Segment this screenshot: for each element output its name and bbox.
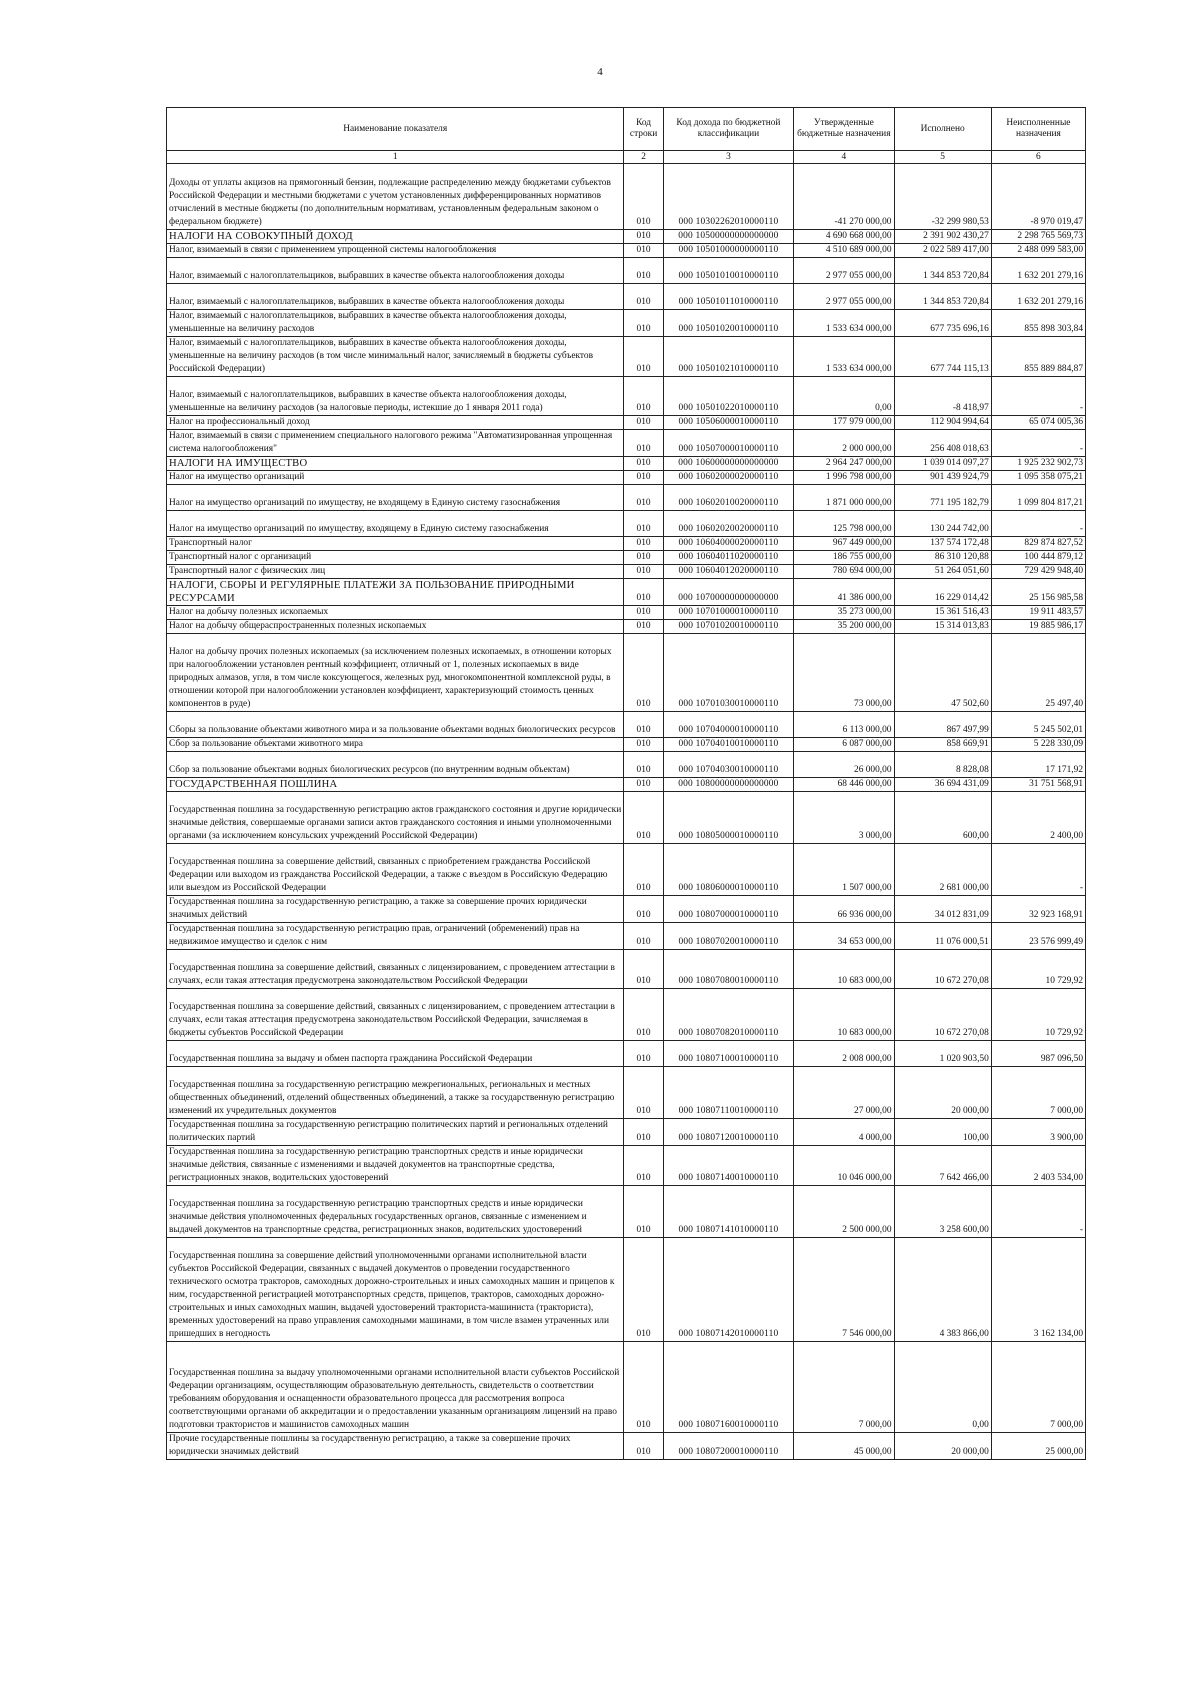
unexecuted-amount-cell: 10 729,92	[991, 989, 1085, 1041]
executed-amount-cell: 11 076 000,51	[894, 923, 991, 950]
unexecuted-amount-cell: 1 095 358 075,21	[991, 471, 1085, 485]
header-unexecuted-assignments: Неисполненные назначения	[991, 108, 1085, 151]
approved-amount-cell: 68 446 000,00	[794, 778, 894, 792]
approved-amount-cell: 10 683 000,00	[794, 950, 894, 989]
budget-code-cell: 000 10602020020000110	[663, 511, 793, 537]
indicator-name-cell: Государственная пошлина за совершение действий, связанных с приобретением гражданства Российской Федерации или выходом из гражданства Российской Федерации, а также с въездом в Российскую Федерацию или выездом из Российской Федерации	[167, 844, 624, 896]
table-row	[167, 244, 1086, 258]
budget-code-cell: 000 10704030010000110	[663, 752, 793, 778]
line-code-cell: 010	[624, 1433, 663, 1460]
table-row	[167, 471, 1086, 485]
indicator-name-cell: Сборы за пользование объектами животного мира и за пользование объектами водных биологических ресурсов	[167, 712, 624, 738]
page-number: 4	[597, 66, 603, 78]
line-code-cell: 010	[624, 430, 663, 457]
table-row	[167, 752, 1086, 778]
budget-code-cell: 000 10501011010000110	[663, 284, 793, 310]
unexecuted-amount-cell: -	[991, 377, 1085, 416]
indicator-name-cell: Транспортный налог с организаций	[167, 551, 624, 565]
executed-amount-cell: 15 314 013,83	[894, 620, 991, 634]
budget-code-cell: 000 10604012020000110	[663, 565, 793, 579]
unexecuted-amount-cell: -	[991, 430, 1085, 457]
executed-amount-cell: 2 391 902 430,27	[894, 230, 991, 244]
table-row	[167, 284, 1086, 310]
indicator-name-cell: ГОСУДАРСТВЕННАЯ ПОШЛИНА	[167, 778, 624, 792]
unexecuted-amount-cell: 65 074 005,36	[991, 416, 1085, 430]
approved-amount-cell: 1 507 000,00	[794, 844, 894, 896]
header-indicator-name: Наименование показателя	[167, 108, 624, 151]
table-row	[167, 1119, 1086, 1146]
unexecuted-amount-cell: 1 099 804 817,21	[991, 485, 1085, 511]
unexecuted-amount-cell: 25 000,00	[991, 1433, 1085, 1460]
line-code-cell: 010	[624, 712, 663, 738]
unexecuted-amount-cell: 31 751 568,91	[991, 778, 1085, 792]
table-row	[167, 896, 1086, 923]
executed-amount-cell: 2 681 000,00	[894, 844, 991, 896]
indicator-name-cell: Налог на добычу полезных ископаемых	[167, 606, 624, 620]
executed-amount-cell: 858 669,91	[894, 738, 991, 752]
table-row	[167, 457, 1086, 471]
approved-amount-cell: 1 533 634 000,00	[794, 310, 894, 337]
table-row	[167, 230, 1086, 244]
indicator-name-cell: Государственная пошлина за совершение действий, связанных с лицензированием, с проведением аттестации в случаях, если такая аттестация предусмотрена законодательством Российской Федерации	[167, 950, 624, 989]
table-row	[167, 511, 1086, 537]
executed-amount-cell: 47 502,60	[894, 634, 991, 712]
unexecuted-amount-cell: 1 632 201 279,16	[991, 284, 1085, 310]
budget-code-cell: 000 10807160010000110	[663, 1342, 793, 1433]
executed-amount-cell: 1 020 903,50	[894, 1041, 991, 1067]
table-row	[167, 258, 1086, 284]
approved-amount-cell: 967 449 000,00	[794, 537, 894, 551]
unexecuted-amount-cell: 1 925 232 902,73	[991, 457, 1085, 471]
table-row	[167, 377, 1086, 416]
line-code-cell: 010	[624, 792, 663, 844]
approved-amount-cell: -41 270 000,00	[794, 164, 894, 230]
indicator-name-cell: Государственная пошлина за выдачу уполномоченными органами исполнительной власти субъектов Российской Федерации организациям, осуществляющим образовательную деятельность, свидетельств о соответствии требованиям оборудования и оснащенности образовательного процесса для рассмотрения вопроса соответствующими органами об аккредитации и о предоставлении указанным организациям лицензий на право подготовки трактористов и машинистов самоходных машин	[167, 1342, 624, 1433]
executed-amount-cell: 137 574 172,48	[894, 537, 991, 551]
approved-amount-cell: 45 000,00	[794, 1433, 894, 1460]
line-code-cell: 010	[624, 230, 663, 244]
executed-amount-cell: 0,00	[894, 1342, 991, 1433]
indicator-name-cell: Сбор за пользование объектами животного мира	[167, 738, 624, 752]
approved-amount-cell: 177 979 000,00	[794, 416, 894, 430]
column-number: 1	[167, 151, 624, 164]
budget-code-cell: 000 10704000010000110	[663, 712, 793, 738]
table-row	[167, 579, 1086, 606]
approved-amount-cell: 27 000,00	[794, 1067, 894, 1119]
unexecuted-amount-cell: 855 898 303,84	[991, 310, 1085, 337]
line-code-cell: 010	[624, 416, 663, 430]
indicator-name-cell: Налог на добычу прочих полезных ископаемых (за исключением полезных ископаемых, в отношении которых при налогообложении установлен рентный коэффициент, отличный от 1, полезных ископаемых в виде природных алмазов, угля, в том числе коксующегося, железных руд, многокомпонентной комплексной руды, в отношении которой при налогообложении установлен коэффициент, характеризующий стоимость ценных компонентов в руде)	[167, 634, 624, 712]
budget-code-cell: 000 10807082010000110	[663, 989, 793, 1041]
table-row	[167, 1041, 1086, 1067]
approved-amount-cell: 1 871 000 000,00	[794, 485, 894, 511]
line-code-cell: 010	[624, 337, 663, 377]
budget-code-cell: 000 10807141010000110	[663, 1186, 793, 1238]
approved-amount-cell: 4 690 668 000,00	[794, 230, 894, 244]
line-code-cell: 010	[624, 778, 663, 792]
line-code-cell: 010	[624, 844, 663, 896]
budget-code-cell: 000 10501022010000110	[663, 377, 793, 416]
approved-amount-cell: 7 546 000,00	[794, 1238, 894, 1342]
unexecuted-amount-cell: 987 096,50	[991, 1041, 1085, 1067]
budget-code-cell: 000 10701030010000110	[663, 634, 793, 712]
line-code-cell: 010	[624, 1041, 663, 1067]
table-row	[167, 606, 1086, 620]
executed-amount-cell: 100,00	[894, 1119, 991, 1146]
indicator-name-cell: Налог на имущество организаций по имуществу, не входящему в Единую систему газоснабжения	[167, 485, 624, 511]
unexecuted-amount-cell: 5 245 502,01	[991, 712, 1085, 738]
budget-code-cell: 000 10602010020000110	[663, 485, 793, 511]
executed-amount-cell: 256 408 018,63	[894, 430, 991, 457]
budget-code-cell: 000 10807020010000110	[663, 923, 793, 950]
unexecuted-amount-cell: -	[991, 1186, 1085, 1238]
unexecuted-amount-cell: 25 497,40	[991, 634, 1085, 712]
executed-amount-cell: 7 642 466,00	[894, 1146, 991, 1186]
unexecuted-amount-cell: 7 000,00	[991, 1067, 1085, 1119]
budget-code-cell: 000 10701000010000110	[663, 606, 793, 620]
budget-code-cell: 000 10501020010000110	[663, 310, 793, 337]
indicator-name-cell: Налог, взимаемый с налогоплательщиков, выбравших в качестве объекта налогообложения доходы, уменьшенные на величину расходов (в том числе минимальный налог, зачисляемый в бюджеты субъектов Российской Федерации)	[167, 337, 624, 377]
table-row	[167, 923, 1086, 950]
budget-code-cell: 000 10805000010000110	[663, 792, 793, 844]
table-row	[167, 337, 1086, 377]
column-number: 4	[794, 151, 894, 164]
line-code-cell: 010	[624, 896, 663, 923]
executed-amount-cell: 771 195 182,79	[894, 485, 991, 511]
approved-amount-cell: 35 273 000,00	[794, 606, 894, 620]
line-code-cell: 010	[624, 752, 663, 778]
indicator-name-cell: Налог, взимаемый с налогоплательщиков, выбравших в качестве объекта налогообложения доходы, уменьшенные на величину расходов	[167, 310, 624, 337]
table-row	[167, 738, 1086, 752]
approved-amount-cell: 34 653 000,00	[794, 923, 894, 950]
executed-amount-cell: 10 672 270,08	[894, 950, 991, 989]
table-row	[167, 778, 1086, 792]
unexecuted-amount-cell: 10 729,92	[991, 950, 1085, 989]
unexecuted-amount-cell: 2 488 099 583,00	[991, 244, 1085, 258]
line-code-cell: 010	[624, 923, 663, 950]
table-row	[167, 537, 1086, 551]
executed-amount-cell: 1 039 014 097,27	[894, 457, 991, 471]
header-line-code: Код строки	[624, 108, 663, 151]
table-row	[167, 164, 1086, 230]
unexecuted-amount-cell: 17 171,92	[991, 752, 1085, 778]
header-approved-assignments: Утвержденные бюджетные назначения	[794, 108, 894, 151]
budget-code-cell: 000 10602000020000110	[663, 471, 793, 485]
budget-code-cell: 000 10500000000000000	[663, 230, 793, 244]
approved-amount-cell: 2 977 055 000,00	[794, 284, 894, 310]
column-number: 2	[624, 151, 663, 164]
table-row	[167, 1067, 1086, 1119]
table-row	[167, 844, 1086, 896]
budget-code-cell: 000 10700000000000000	[663, 579, 793, 606]
approved-amount-cell: 4 000,00	[794, 1119, 894, 1146]
unexecuted-amount-cell: 2 298 765 569,73	[991, 230, 1085, 244]
indicator-name-cell: Налог, взимаемый с налогоплательщиков, выбравших в качестве объекта налогообложения доходы, уменьшенные на величину расходов (за налоговые периоды, истекшие до 1 января 2011 года)	[167, 377, 624, 416]
unexecuted-amount-cell: -8 970 019,47	[991, 164, 1085, 230]
table-row	[167, 792, 1086, 844]
unexecuted-amount-cell: 2 400,00	[991, 792, 1085, 844]
executed-amount-cell: 51 264 051,60	[894, 565, 991, 579]
unexecuted-amount-cell: 829 874 827,52	[991, 537, 1085, 551]
unexecuted-amount-cell: 23 576 999,49	[991, 923, 1085, 950]
executed-amount-cell: 4 383 866,00	[894, 1238, 991, 1342]
indicator-name-cell: НАЛОГИ, СБОРЫ И РЕГУЛЯРНЫЕ ПЛАТЕЖИ ЗА ПОЛЬЗОВАНИЕ ПРИРОДНЫМИ РЕСУРСАМИ	[167, 579, 624, 606]
indicator-name-cell: Налог, взимаемый в связи с применением упрощенной системы налогообложения	[167, 244, 624, 258]
budget-code-cell: 000 10604011020000110	[663, 551, 793, 565]
unexecuted-amount-cell: 19 911 483,57	[991, 606, 1085, 620]
line-code-cell: 010	[624, 377, 663, 416]
budget-code-cell: 000 10302262010000110	[663, 164, 793, 230]
indicator-name-cell: Налог, взимаемый в связи с применением специального налогового режима "Автоматизированная упрощенная система налогообложения"	[167, 430, 624, 457]
approved-amount-cell: 6 087 000,00	[794, 738, 894, 752]
budget-code-cell: 000 10501021010000110	[663, 337, 793, 377]
budget-code-cell: 000 10507000010000110	[663, 430, 793, 457]
indicator-name-cell: Государственная пошлина за государственную регистрацию транспортных средств и иные юридически значимые действия, связанные с изменениями и выдачей документов на транспортные средства, регистрационных знаков, водительских удостоверений	[167, 1146, 624, 1186]
revenue-table	[166, 107, 1086, 1460]
table-row	[167, 1186, 1086, 1238]
executed-amount-cell: 901 439 924,79	[894, 471, 991, 485]
executed-amount-cell: 1 344 853 720,84	[894, 258, 991, 284]
line-code-cell: 010	[624, 1067, 663, 1119]
executed-amount-cell: 600,00	[894, 792, 991, 844]
budget-code-cell: 000 10501010010000110	[663, 258, 793, 284]
budget-code-cell: 000 10807110010000110	[663, 1067, 793, 1119]
indicator-name-cell: Транспортный налог	[167, 537, 624, 551]
unexecuted-amount-cell: -	[991, 844, 1085, 896]
approved-amount-cell: 780 694 000,00	[794, 565, 894, 579]
executed-amount-cell: 10 672 270,08	[894, 989, 991, 1041]
table-row	[167, 1342, 1086, 1433]
executed-amount-cell: 677 735 696,16	[894, 310, 991, 337]
executed-amount-cell: 112 904 994,64	[894, 416, 991, 430]
executed-amount-cell: 3 258 600,00	[894, 1186, 991, 1238]
unexecuted-amount-cell: 3 162 134,00	[991, 1238, 1085, 1342]
table-row	[167, 430, 1086, 457]
line-code-cell: 010	[624, 244, 663, 258]
table-row	[167, 1146, 1086, 1186]
line-code-cell: 010	[624, 1186, 663, 1238]
budget-code-cell: 000 10807140010000110	[663, 1146, 793, 1186]
approved-amount-cell: 1 996 798 000,00	[794, 471, 894, 485]
executed-amount-cell: 15 361 516,43	[894, 606, 991, 620]
executed-amount-cell: 130 244 742,00	[894, 511, 991, 537]
line-code-cell: 010	[624, 310, 663, 337]
executed-amount-cell: 20 000,00	[894, 1067, 991, 1119]
approved-amount-cell: 7 000,00	[794, 1342, 894, 1433]
line-code-cell: 010	[624, 457, 663, 471]
approved-amount-cell: 26 000,00	[794, 752, 894, 778]
budget-code-cell: 000 10600000000000000	[663, 457, 793, 471]
budget-code-cell: 000 10604000020000110	[663, 537, 793, 551]
line-code-cell: 010	[624, 511, 663, 537]
budget-code-cell: 000 10807080010000110	[663, 950, 793, 989]
approved-amount-cell: 4 510 689 000,00	[794, 244, 894, 258]
approved-amount-cell: 6 113 000,00	[794, 712, 894, 738]
indicator-name-cell: Доходы от уплаты акцизов на прямогонный бензин, подлежащие распределению между бюджетами субъектов Российской Федерации и местными бюджетами с учетом установленных дифференцированных нормативов отчислений в местные бюджеты (по дополнительным нормативам, установленным федеральным законом о федеральном бюджете)	[167, 164, 624, 230]
budget-code-cell: 000 10701020010000110	[663, 620, 793, 634]
unexecuted-amount-cell: -	[991, 511, 1085, 537]
budget-code-cell: 000 10800000000000000	[663, 778, 793, 792]
indicator-name-cell: Государственная пошлина за выдачу и обмен паспорта гражданина Российской Федерации	[167, 1041, 624, 1067]
executed-amount-cell: 20 000,00	[894, 1433, 991, 1460]
line-code-cell: 010	[624, 634, 663, 712]
unexecuted-amount-cell: 32 923 168,91	[991, 896, 1085, 923]
approved-amount-cell: 73 000,00	[794, 634, 894, 712]
line-code-cell: 010	[624, 485, 663, 511]
indicator-name-cell: Государственная пошлина за государственную регистрацию транспортных средств и иные юридически значимые действия уполномоченных федеральных государственных органов, связанные с изменением и выдачей документов на транспортные средства, регистрационных знаков, водительских удостоверений	[167, 1186, 624, 1238]
line-code-cell: 010	[624, 989, 663, 1041]
approved-amount-cell: 3 000,00	[794, 792, 894, 844]
line-code-cell: 010	[624, 284, 663, 310]
executed-amount-cell: 16 229 014,42	[894, 579, 991, 606]
indicator-name-cell: НАЛОГИ НА СОВОКУПНЫЙ ДОХОД	[167, 230, 624, 244]
budget-code-cell: 000 10807142010000110	[663, 1238, 793, 1342]
line-code-cell: 010	[624, 471, 663, 485]
budget-code-cell: 000 10807100010000110	[663, 1041, 793, 1067]
table-row	[167, 1433, 1086, 1460]
header-executed: Исполнено	[894, 108, 991, 151]
approved-amount-cell: 2 008 000,00	[794, 1041, 894, 1067]
table-row	[167, 950, 1086, 989]
approved-amount-cell: 2 000 000,00	[794, 430, 894, 457]
approved-amount-cell: 2 500 000,00	[794, 1186, 894, 1238]
indicator-name-cell: Государственная пошлина за государственную регистрацию прав, ограничений (обременений) прав на недвижимое имущество и сделок с ним	[167, 923, 624, 950]
line-code-cell: 010	[624, 1119, 663, 1146]
approved-amount-cell: 10 683 000,00	[794, 989, 894, 1041]
executed-amount-cell: 1 344 853 720,84	[894, 284, 991, 310]
line-code-cell: 010	[624, 537, 663, 551]
unexecuted-amount-cell: 100 444 879,12	[991, 551, 1085, 565]
indicator-name-cell: Государственная пошлина за совершение действий уполномоченными органами исполнительной власти субъектов Российской Федерации, связанных с выдачей документов о проведении государственного технического осмотра тракторов, самоходных дорожно-строительных и иных самоходных машин и прицепов к ним, государственной регистрацией мототранспортных средств, прицепов, тракторов, самоходных дорожно-строительных и иных самоходных машин, выдачей удостоверений тракториста-машиниста (тракториста), временных удостоверений на право управления самоходными машинами, в том числе взамен утраченных или пришедших в негодность	[167, 1238, 624, 1342]
executed-amount-cell: 8 828,08	[894, 752, 991, 778]
executed-amount-cell: 867 497,99	[894, 712, 991, 738]
line-code-cell: 010	[624, 565, 663, 579]
line-code-cell: 010	[624, 606, 663, 620]
table-row	[167, 565, 1086, 579]
unexecuted-amount-cell: 2 403 534,00	[991, 1146, 1085, 1186]
line-code-cell: 010	[624, 950, 663, 989]
budget-code-cell: 000 10807120010000110	[663, 1119, 793, 1146]
table-body	[167, 164, 1086, 1460]
line-code-cell: 010	[624, 738, 663, 752]
approved-amount-cell: 41 386 000,00	[794, 579, 894, 606]
indicator-name-cell: НАЛОГИ НА ИМУЩЕСТВО	[167, 457, 624, 471]
header-budget-classification-code: Код дохода по бюджетной классификации	[663, 108, 793, 151]
unexecuted-amount-cell: 729 429 948,40	[991, 565, 1085, 579]
table-header-row	[167, 108, 1086, 151]
budget-code-cell: 000 10506000010000110	[663, 416, 793, 430]
line-code-cell: 010	[624, 164, 663, 230]
unexecuted-amount-cell: 3 900,00	[991, 1119, 1085, 1146]
line-code-cell: 010	[624, 258, 663, 284]
unexecuted-amount-cell: 1 632 201 279,16	[991, 258, 1085, 284]
line-code-cell: 010	[624, 551, 663, 565]
column-number: 6	[991, 151, 1085, 164]
approved-amount-cell: 66 936 000,00	[794, 896, 894, 923]
table-row	[167, 620, 1086, 634]
approved-amount-cell: 186 755 000,00	[794, 551, 894, 565]
executed-amount-cell: -8 418,97	[894, 377, 991, 416]
line-code-cell: 010	[624, 1146, 663, 1186]
table-row	[167, 416, 1086, 430]
indicator-name-cell: Государственная пошлина за государственную регистрацию актов гражданского состояния и другие юридически значимые действия, совершаемые органами записи актов гражданского состояния и иными уполномоченными органами (за исключением консульских учреждений Российской Федерации)	[167, 792, 624, 844]
approved-amount-cell: 2 964 247 000,00	[794, 457, 894, 471]
unexecuted-amount-cell: 19 885 986,17	[991, 620, 1085, 634]
indicator-name-cell: Прочие государственные пошлины за государственную регистрацию, а также за совершение прочих юридически значимых действий	[167, 1433, 624, 1460]
table-row	[167, 989, 1086, 1041]
indicator-name-cell: Транспортный налог с физических лиц	[167, 565, 624, 579]
budget-code-cell: 000 10501000000000110	[663, 244, 793, 258]
column-number: 5	[894, 151, 991, 164]
indicator-name-cell: Налог на имущество организаций по имуществу, входящему в Единую систему газоснабжения	[167, 511, 624, 537]
executed-amount-cell: 2 022 589 417,00	[894, 244, 991, 258]
table-row	[167, 485, 1086, 511]
line-code-cell: 010	[624, 579, 663, 606]
indicator-name-cell: Государственная пошлина за государственную регистрацию межрегиональных, региональных и местных общественных объединений, отделений общественных объединений, а также за государственную регистрацию изменений их учредительных документов	[167, 1067, 624, 1119]
indicator-name-cell: Налог на профессиональный доход	[167, 416, 624, 430]
table-row	[167, 1238, 1086, 1342]
executed-amount-cell: 34 012 831,09	[894, 896, 991, 923]
indicator-name-cell: Государственная пошлина за государственную регистрацию, а также за совершение прочих юридически значимых действий	[167, 896, 624, 923]
budget-code-cell: 000 10806000010000110	[663, 844, 793, 896]
indicator-name-cell: Государственная пошлина за совершение действий, связанных с лицензированием, с проведением аттестации в случаях, если такая аттестация предусмотрена законодательством Российской Федерации, зачисляемая в бюджеты субъектов Российской Федерации	[167, 989, 624, 1041]
approved-amount-cell: 125 798 000,00	[794, 511, 894, 537]
indicator-name-cell: Налог на добычу общераспространенных полезных ископаемых	[167, 620, 624, 634]
indicator-name-cell: Налог на имущество организаций	[167, 471, 624, 485]
budget-code-cell: 000 10807200010000110	[663, 1433, 793, 1460]
approved-amount-cell: 1 533 634 000,00	[794, 337, 894, 377]
line-code-cell: 010	[624, 1342, 663, 1433]
table-row	[167, 551, 1086, 565]
budget-code-cell: 000 10704010010000110	[663, 738, 793, 752]
approved-amount-cell: 10 046 000,00	[794, 1146, 894, 1186]
executed-amount-cell: 36 694 431,09	[894, 778, 991, 792]
indicator-name-cell: Налог, взимаемый с налогоплательщиков, выбравших в качестве объекта налогообложения доходы	[167, 284, 624, 310]
approved-amount-cell: 35 200 000,00	[794, 620, 894, 634]
line-code-cell: 010	[624, 620, 663, 634]
unexecuted-amount-cell: 5 228 330,09	[991, 738, 1085, 752]
indicator-name-cell: Государственная пошлина за государственную регистрацию политических партий и региональных отделений политических партий	[167, 1119, 624, 1146]
executed-amount-cell: 86 310 120,88	[894, 551, 991, 565]
indicator-name-cell: Сбор за пользование объектами водных биологических ресурсов (по внутренним водным объектам)	[167, 752, 624, 778]
unexecuted-amount-cell: 7 000,00	[991, 1342, 1085, 1433]
table-row	[167, 712, 1086, 738]
table-row	[167, 310, 1086, 337]
table-row	[167, 634, 1086, 712]
budget-code-cell: 000 10807000010000110	[663, 896, 793, 923]
column-numbers-row	[167, 151, 1086, 164]
executed-amount-cell: -32 299 980,53	[894, 164, 991, 230]
line-code-cell: 010	[624, 1238, 663, 1342]
column-number: 3	[663, 151, 793, 164]
approved-amount-cell: 2 977 055 000,00	[794, 258, 894, 284]
unexecuted-amount-cell: 25 156 985,58	[991, 579, 1085, 606]
indicator-name-cell: Налог, взимаемый с налогоплательщиков, выбравших в качестве объекта налогообложения доходы	[167, 258, 624, 284]
executed-amount-cell: 677 744 115,13	[894, 337, 991, 377]
approved-amount-cell: 0,00	[794, 377, 894, 416]
unexecuted-amount-cell: 855 889 884,87	[991, 337, 1085, 377]
